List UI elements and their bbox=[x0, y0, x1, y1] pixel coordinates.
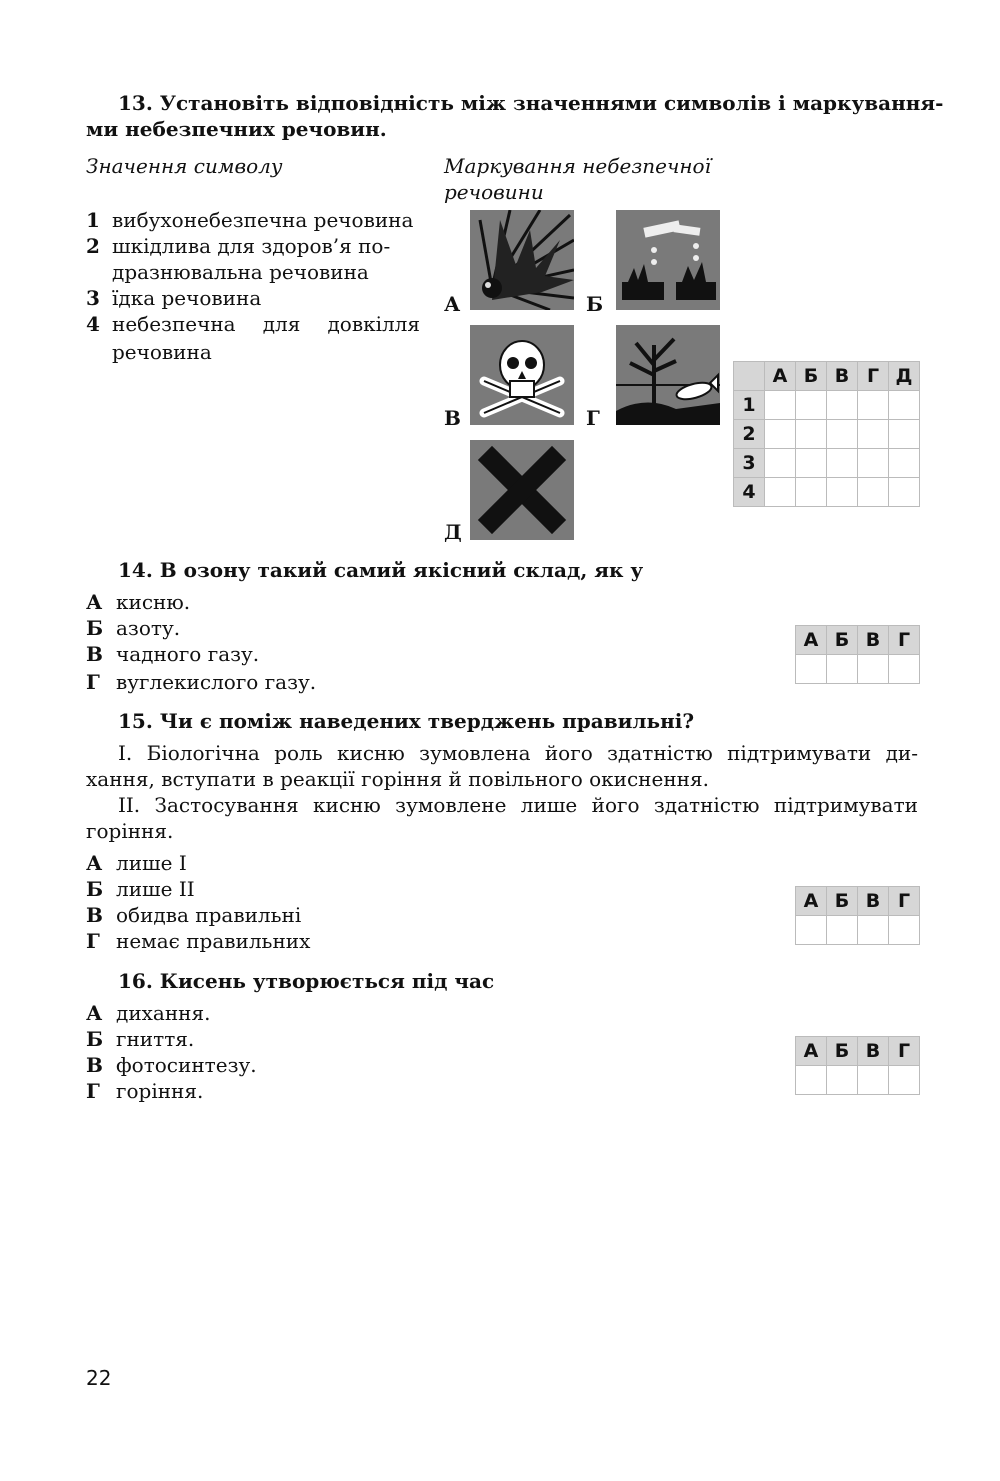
explosion-icon bbox=[470, 210, 574, 310]
answer-cell[interactable] bbox=[765, 391, 796, 420]
q14-option-g: Г вуглекислого газу. bbox=[86, 670, 317, 694]
answer-cell[interactable] bbox=[796, 420, 827, 449]
q16-option-g: Г горіння. bbox=[86, 1079, 204, 1103]
q15-statement-2-line2: горіння. bbox=[86, 819, 174, 843]
answer-cell[interactable] bbox=[827, 449, 858, 478]
answer-cell[interactable] bbox=[796, 655, 827, 684]
answer-cell[interactable] bbox=[796, 1066, 827, 1095]
q16-option-b: Б гниття. bbox=[86, 1027, 195, 1051]
q13-left-column-title: Значення символу bbox=[86, 154, 283, 178]
answer-cell[interactable] bbox=[858, 478, 889, 507]
answer-cell[interactable] bbox=[858, 420, 889, 449]
grid-col-header: Г bbox=[858, 362, 889, 391]
page-number: 22 bbox=[86, 1366, 112, 1390]
q16-title: 16. Кисень утворюється під час bbox=[118, 969, 495, 993]
q15-answer-grid bbox=[795, 886, 920, 945]
answer-cell[interactable] bbox=[796, 391, 827, 420]
answer-cell[interactable] bbox=[796, 478, 827, 507]
q15-option-a: А лише І bbox=[86, 851, 187, 875]
q15-option-v: В обидва правильні bbox=[86, 903, 302, 927]
q13-item-3: 3 їдка речовина bbox=[86, 286, 262, 310]
symbol-label-d: Д bbox=[444, 520, 462, 544]
q15-option-g: Г немає правильних bbox=[86, 929, 311, 953]
q15-option-b: Б лише ІІ bbox=[86, 877, 195, 901]
answer-cell[interactable] bbox=[827, 655, 858, 684]
grid-col-header: В bbox=[858, 1037, 889, 1066]
answer-cell[interactable] bbox=[827, 478, 858, 507]
symbol-label-v: В bbox=[444, 406, 461, 430]
answer-cell[interactable] bbox=[858, 391, 889, 420]
q13-right-column-title-line1: Маркування небезпечної bbox=[444, 154, 711, 178]
grid-col-header: В bbox=[858, 887, 889, 916]
q13-title-line2: ми небезпечних речовин. bbox=[86, 117, 387, 141]
corrosive-icon bbox=[616, 210, 720, 310]
answer-cell[interactable] bbox=[889, 655, 920, 684]
answer-cell[interactable] bbox=[858, 449, 889, 478]
answer-cell[interactable] bbox=[765, 478, 796, 507]
harmful-cross-icon bbox=[470, 440, 574, 540]
symbol-label-g: Г bbox=[586, 406, 600, 430]
answer-cell[interactable] bbox=[889, 478, 920, 507]
grid-col-header: А bbox=[796, 626, 827, 655]
answer-cell[interactable] bbox=[889, 916, 920, 945]
grid-col-header: Г bbox=[889, 887, 920, 916]
answer-cell[interactable] bbox=[889, 391, 920, 420]
q14-answer-grid bbox=[795, 625, 920, 684]
skull-crossbones-icon bbox=[470, 325, 574, 425]
answer-cell[interactable] bbox=[858, 916, 889, 945]
q14-option-v: В чадного газу. bbox=[86, 642, 260, 666]
grid-col-header: А bbox=[796, 1037, 827, 1066]
grid-corner bbox=[734, 362, 765, 391]
symbol-label-a: А bbox=[444, 292, 461, 316]
grid-row-header: 1 bbox=[734, 391, 765, 420]
answer-cell[interactable] bbox=[827, 1066, 858, 1095]
grid-col-header: В bbox=[858, 626, 889, 655]
q15-statement-1-line1: І. Біологічна роль кисню зумовлена його здатністю підтримувати ди- bbox=[118, 741, 918, 765]
grid-col-header: В bbox=[827, 362, 858, 391]
q13-item-1: 1 вибухонебезпечна речовина bbox=[86, 208, 414, 232]
answer-cell[interactable] bbox=[858, 1066, 889, 1095]
grid-col-header: Г bbox=[889, 1037, 920, 1066]
q13-answer-grid bbox=[733, 361, 920, 507]
q15-statement-1-line2: хання, вступати в реакції горіння й повільного окиснення. bbox=[86, 767, 709, 791]
q14-title: 14. В озону такий самий якісний склад, як у bbox=[118, 558, 644, 582]
answer-cell[interactable] bbox=[796, 916, 827, 945]
answer-cell[interactable] bbox=[858, 655, 889, 684]
symbol-label-b: Б bbox=[586, 292, 604, 316]
grid-row-header: 4 bbox=[734, 478, 765, 507]
answer-cell[interactable] bbox=[796, 449, 827, 478]
q13-item-2: 2 шкідлива для здоров’я по- bbox=[86, 234, 391, 258]
grid-col-header: А bbox=[796, 887, 827, 916]
grid-col-header: А bbox=[765, 362, 796, 391]
q16-option-v: В фотосинтезу. bbox=[86, 1053, 257, 1077]
answer-cell[interactable] bbox=[765, 449, 796, 478]
grid-col-header: Б bbox=[827, 887, 858, 916]
q15-statement-2-line1: ІІ. Застосування кисню зумовлене лише його здатністю підтримувати bbox=[118, 793, 918, 817]
grid-col-header: Б bbox=[827, 626, 858, 655]
answer-cell[interactable] bbox=[827, 420, 858, 449]
answer-cell[interactable] bbox=[827, 916, 858, 945]
grid-col-header: Г bbox=[889, 626, 920, 655]
q16-option-a: А дихання. bbox=[86, 1001, 211, 1025]
q15-title: 15. Чи є поміж наведених тверджень правильні? bbox=[118, 709, 695, 733]
grid-col-header: Б bbox=[796, 362, 827, 391]
grid-col-header: Д bbox=[889, 362, 920, 391]
q14-option-a: А кисню. bbox=[86, 590, 191, 614]
q16-answer-grid bbox=[795, 1036, 920, 1095]
grid-row-header: 3 bbox=[734, 449, 765, 478]
q13-item-4: 4 небезпечна для довкілля bbox=[86, 312, 420, 336]
q13-item-4-cont: речовина bbox=[112, 340, 212, 364]
answer-cell[interactable] bbox=[889, 420, 920, 449]
answer-cell[interactable] bbox=[889, 449, 920, 478]
grid-row-header: 2 bbox=[734, 420, 765, 449]
q13-title-line1: 13. Установіть відповідність між значеннями символів і маркування- bbox=[118, 91, 944, 115]
grid-col-header: Б bbox=[827, 1037, 858, 1066]
q13-item-2-cont: дразнювальна речовина bbox=[112, 260, 369, 284]
answer-cell[interactable] bbox=[765, 420, 796, 449]
environment-hazard-icon bbox=[616, 325, 720, 425]
answer-cell[interactable] bbox=[827, 391, 858, 420]
q14-option-b: Б азоту. bbox=[86, 616, 181, 640]
q13-right-column-title-line2: речовини bbox=[444, 180, 544, 204]
answer-cell[interactable] bbox=[889, 1066, 920, 1095]
